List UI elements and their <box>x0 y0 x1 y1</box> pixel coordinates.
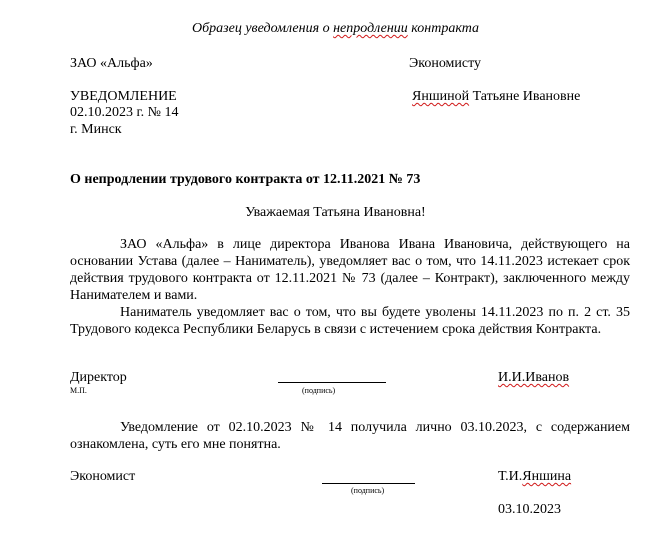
acknowledgement-block <box>70 419 630 453</box>
acknowledgement-date: 03.10.2023 <box>498 502 561 517</box>
document-place: г. Минск <box>70 122 122 137</box>
seal-mark: М.П. <box>70 386 87 395</box>
title-suffix: контракта <box>407 21 479 36</box>
signature-line-employee <box>322 483 415 484</box>
signature-caption-director: (подпись) <box>302 386 336 395</box>
body-text <box>70 236 630 338</box>
document-title <box>0 21 671 37</box>
signature-line-director <box>278 382 386 383</box>
document-date-number: 02.10.2023 г. № 14 <box>70 105 179 120</box>
recipient-position: Экономисту <box>409 56 482 71</box>
signer-name: И.И.Иванов <box>498 370 570 385</box>
acknowledgement-text: Уведомление от 02.10.2023 № 14 получила лично 03.10.2023, с содержанием ознакомлена, суть его мне понятна. <box>70 420 630 452</box>
document-type: УВЕДОМЛЕНИЕ <box>70 89 177 104</box>
recipient-surname: Яншиной <box>412 89 470 104</box>
employee-surname: Яншина <box>522 469 572 484</box>
employee-name <box>498 469 571 485</box>
recipient-name <box>412 89 580 105</box>
sender-organization: ЗАО «Альфа» <box>70 56 153 71</box>
body-paragraph-2: Наниматель уведомляет вас о том, что вы будете уволены 14.11.2023 по п. 2 ст. 35 Трудового кодекса Республики Беларусь в связи с истечением срока действия Контракта. <box>70 305 630 337</box>
body-paragraph-1: ЗАО «Альфа» в лице директора Иванова Ивана Ивановича, действующего на основании Устава (далее – Наниматель), уведомляет вас о том, что 14.11.2023 истекает срок действия трудового контракта от 12.11.2021 № 73 (далее – Контракт), заключенного между Нанимателем и вами. <box>70 237 630 303</box>
salutation: Уважаемая Татьяна Ивановна! <box>245 205 426 220</box>
document-subject: О непродлении трудового контракта от 12.11.2021 № 73 <box>70 172 421 187</box>
employee-initials: Т.И. <box>498 469 523 484</box>
recipient-name-rest: Татьяне Ивановне <box>469 89 581 104</box>
signature-caption-employee: (подпись) <box>351 486 385 495</box>
signer-position: Директор <box>70 370 127 385</box>
employee-position: Экономист <box>70 469 136 484</box>
title-prefix: Образец уведомления о <box>192 21 334 36</box>
title-misspelled-word: непродлении <box>333 21 408 36</box>
